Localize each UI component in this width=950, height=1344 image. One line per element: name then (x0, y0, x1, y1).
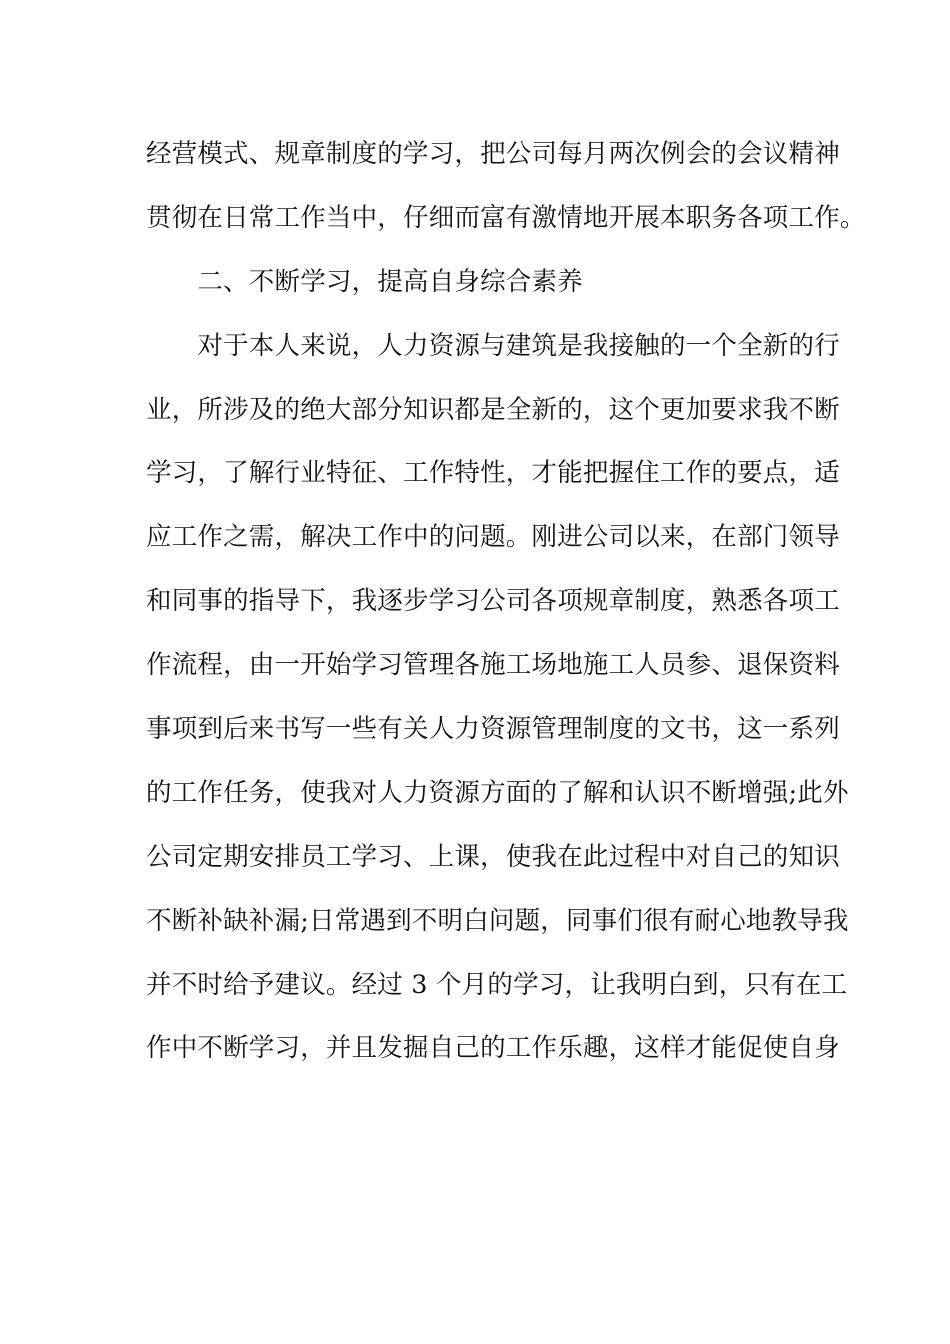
text-line: 经营模式、规章制度的学习，把公司每月两次例会的会议精神 (146, 139, 840, 169)
text-line: 作流程，由一开始学习管理各施工场地施工人员参、退保资料 (146, 650, 840, 681)
text-line: 贯彻在日常工作当中，仔细而富有激情地开展本职务各项工作。 (146, 202, 866, 233)
text-line: 事项到后来书写一些有关人力资源管理制度的文书，这一系列 (146, 714, 840, 745)
text-line: 对于本人来说，人力资源与建筑是我接触的一个全新的行 (146, 330, 840, 361)
text-line: 的工作任务，使我对人力资源方面的了解和认识不断增强;此外 (146, 777, 849, 808)
text-line: 公司定期安排员工学习、上课，使我在此过程中对自己的知识 (146, 841, 840, 872)
text-line: 应工作之需，解决工作中的问题。刚进公司以来，在部门领导 (146, 522, 840, 553)
text-line: 和同事的指导下，我逐步学习公司各项规章制度，熟悉各项工 (146, 586, 840, 617)
section-heading: 二、不断学习，提高自身综合素养 (146, 266, 583, 297)
text-line: 作中不断学习，并且发掘自己的工作乐趣，这样才能促使自身 (146, 1033, 840, 1064)
text-line: 学习，了解行业特征、工作特性，才能把握住工作的要点，适 (146, 458, 840, 489)
text-line: 业，所涉及的绝大部分知识都是全新的，这个更加要求我不断 (146, 394, 840, 425)
text-line: 并不时给予建议。经过 3 个月的学习，让我明白到，只有在工 (146, 969, 848, 1000)
text-line: 不断补缺补漏;日常遇到不明白问题，同事们很有耐心地教导我 (146, 905, 849, 936)
body-text (146, 129, 866, 1087)
